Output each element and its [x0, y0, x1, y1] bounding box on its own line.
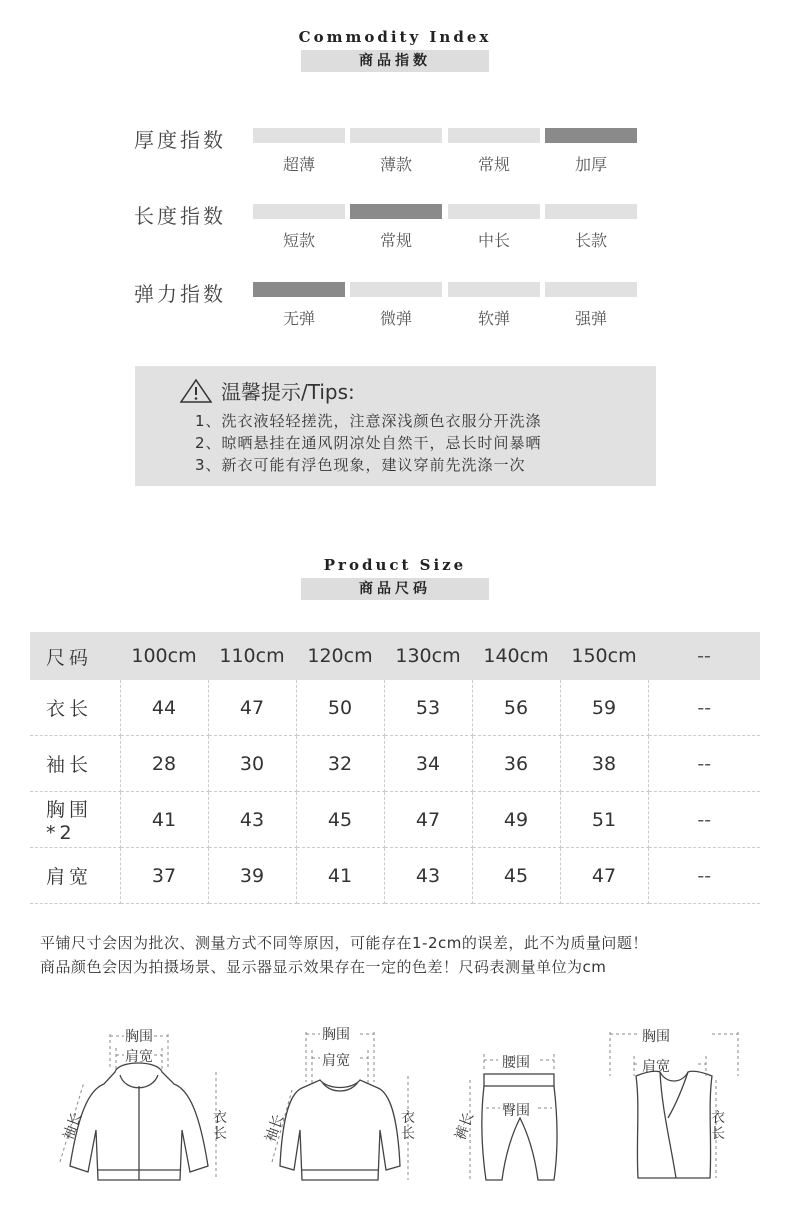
tips-title: 温馨提示/Tips:: [221, 380, 355, 404]
tips-box: [135, 366, 656, 486]
tips-line: 1、洗衣液轻轻搓洗，注意深浅颜色衣服分开洗涤: [195, 412, 542, 430]
size-cell: 130cm: [384, 632, 472, 680]
size-cell: 45: [296, 792, 384, 848]
size-table-row: [30, 792, 760, 848]
vest-icon: [600, 1020, 750, 1190]
commodity-index-title-zh: 商品指数: [301, 50, 489, 72]
size-table-header: [30, 632, 760, 680]
pants-measure-figure: [446, 1020, 596, 1190]
jacket-measure-figure: [40, 1020, 240, 1190]
sweater-sleeve-label: 袖长: [262, 1112, 288, 1145]
index-bar: [350, 128, 442, 143]
size-cell: 36: [472, 736, 560, 792]
sweater-measure-figure: [250, 1020, 430, 1190]
size-cell: 32: [296, 736, 384, 792]
index-option-label: 常规: [477, 155, 510, 174]
index-bar: [448, 282, 540, 297]
size-cell: 140cm: [472, 632, 560, 680]
size-cell: 39: [208, 848, 296, 904]
size-cell: --: [648, 848, 760, 904]
index-label: 长度指数: [134, 204, 226, 228]
index-bar-selected: [545, 128, 637, 143]
index-bar: [545, 282, 637, 297]
size-cell: 47: [384, 792, 472, 848]
size-cell: 41: [120, 792, 208, 848]
index-bar: [545, 204, 637, 219]
index-label: 厚度指数: [134, 128, 226, 152]
index-bar: [253, 128, 345, 143]
size-row-label: 尺码: [30, 632, 120, 680]
index-option-label: 中长: [477, 231, 510, 250]
index-bar: [448, 128, 540, 143]
size-cell: 150cm: [560, 632, 648, 680]
index-bar: [253, 204, 345, 219]
index-bar: [448, 204, 540, 219]
jacket-length-label: 衣长: [213, 1110, 227, 1142]
pants-waist-label: 腰围: [502, 1055, 530, 1071]
size-cell: 47: [208, 680, 296, 736]
warning-icon: [179, 378, 213, 404]
tips-header: [179, 376, 355, 405]
measurement-note: 平铺尺寸会因为批次、测量方式不同等原因，可能存在1-2cm的误差，此不为质量问题！: [40, 934, 648, 952]
product-size-title-en: Product Size: [323, 556, 467, 574]
index-option-label: 长款: [574, 231, 607, 250]
size-cell: 34: [384, 736, 472, 792]
size-cell: 44: [120, 680, 208, 736]
index-option-label: 加厚: [574, 155, 607, 174]
size-cell: 110cm: [208, 632, 296, 680]
size-cell: 37: [120, 848, 208, 904]
size-row-label: 衣长: [30, 680, 120, 736]
size-cell: 47: [560, 848, 648, 904]
pants-length-label: 裤长: [452, 1110, 478, 1143]
size-table-row: [30, 680, 760, 736]
sweater-shoulder-label: 肩宽: [322, 1053, 350, 1069]
size-cell: 59: [560, 680, 648, 736]
index-option-label: 无弹: [282, 309, 315, 328]
size-cell: 43: [208, 792, 296, 848]
index-option-label: 强弹: [574, 309, 607, 328]
vest-measure-figure: [600, 1020, 750, 1190]
jacket-chest-label: 胸围: [125, 1029, 153, 1045]
vest-shoulder-label: 肩宽: [642, 1059, 670, 1075]
size-cell: 43: [384, 848, 472, 904]
sweater-icon: [250, 1020, 430, 1190]
tips-line: 2、晾晒悬挂在通风阴凉处自然干，忌长时间暴晒: [195, 434, 542, 452]
vest-chest-label: 胸围: [642, 1029, 670, 1045]
vest-length-label: 衣长: [711, 1110, 725, 1142]
size-cell: 38: [560, 736, 648, 792]
size-row-label: 袖长: [30, 736, 120, 792]
size-cell: 51: [560, 792, 648, 848]
commodity-index-title: [0, 28, 790, 72]
size-table-row: [30, 736, 760, 792]
jacket-shoulder-label: 肩宽: [125, 1049, 153, 1065]
index-label: 弹力指数: [134, 282, 226, 306]
size-cell: 30: [208, 736, 296, 792]
size-row-label: 胸围*2: [30, 792, 120, 848]
commodity-index-title-en: Commodity Index: [298, 28, 492, 46]
index-bar: [350, 282, 442, 297]
size-cell: 49: [472, 792, 560, 848]
size-cell: --: [648, 680, 760, 736]
index-bar-selected: [350, 204, 442, 219]
pants-hip-label: 臀围: [502, 1103, 530, 1119]
size-cell: 56: [472, 680, 560, 736]
size-cell: 28: [120, 736, 208, 792]
size-table-row: [30, 848, 760, 904]
index-option-label: 短款: [282, 231, 315, 250]
size-cell: 41: [296, 848, 384, 904]
product-size-title: [0, 556, 790, 600]
size-cell: 120cm: [296, 632, 384, 680]
size-cell: 53: [384, 680, 472, 736]
tips-line: 3、新衣可能有浮色现象，建议穿前先洗涤一次: [195, 456, 526, 474]
sweater-chest-label: 胸围: [322, 1027, 350, 1043]
size-row-label: 肩宽: [30, 848, 120, 904]
index-option-label: 薄款: [379, 155, 412, 174]
size-cell: 50: [296, 680, 384, 736]
product-size-title-zh: 商品尺码: [301, 578, 489, 600]
size-cell: --: [648, 632, 760, 680]
index-option-label: 软弹: [477, 309, 510, 328]
index-option-label: 超薄: [282, 155, 315, 174]
sweater-length-label: 衣长: [401, 1110, 415, 1142]
index-option-label: 微弹: [379, 309, 412, 328]
size-cell: 100cm: [120, 632, 208, 680]
size-cell: --: [648, 736, 760, 792]
size-cell: --: [648, 792, 760, 848]
jacket-sleeve-label: 袖长: [60, 1110, 86, 1143]
index-option-label: 常规: [379, 231, 412, 250]
size-cell: 45: [472, 848, 560, 904]
index-bar-selected: [253, 282, 345, 297]
color-note: 商品颜色会因为拍摄场景、显示器显示效果存在一定的色差！尺码表测量单位为cm: [40, 958, 607, 976]
size-table: [30, 632, 760, 904]
